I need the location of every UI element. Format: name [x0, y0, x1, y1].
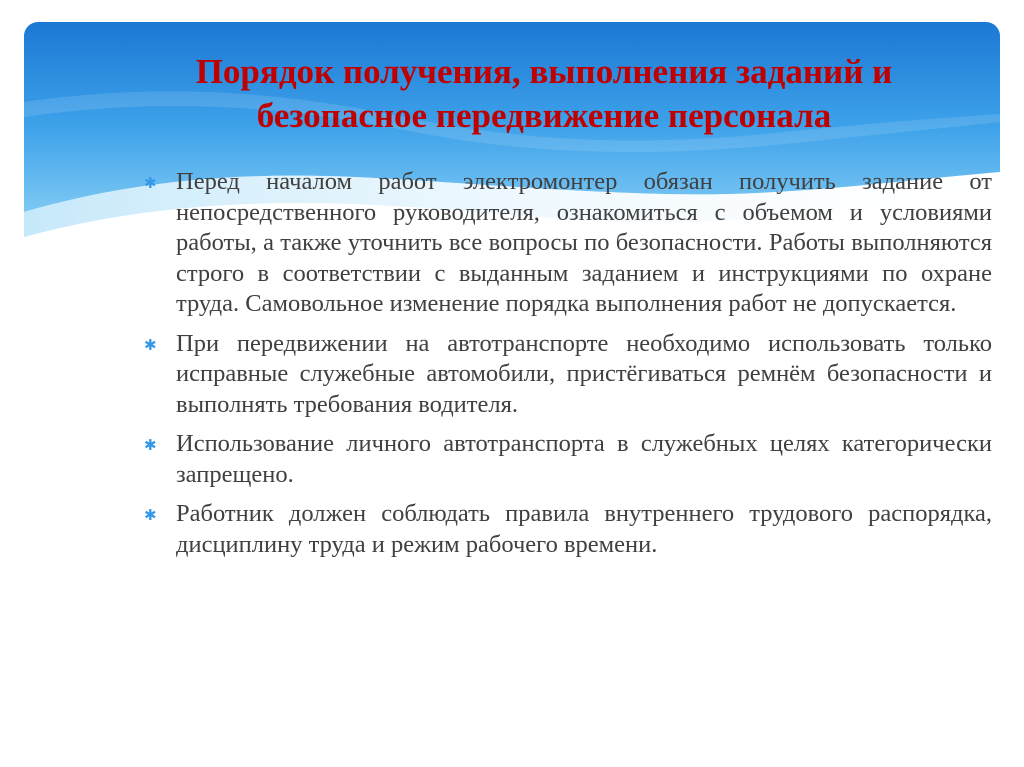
asterisk-icon: ✱	[144, 436, 157, 454]
slide-title	[154, 50, 934, 138]
bullet-text: Работник должен соблюдать правила внутреннего трудового распорядка, дисциплину труда и режим рабочего времени.	[176, 500, 992, 558]
bullet-text: Перед началом работ электромонтер обязан получить задание от непосредственного руководителя, ознакомиться с объемом и условиями работы, а также уточнить все вопросы по безопасности. Работы выполняются строго в соответствии с выданным заданием и инструкциями по охране труда. Самовольное изменение порядка выполнения работ не допускается.	[176, 168, 992, 317]
asterisk-icon: ✱	[144, 335, 157, 354]
bullet-item	[144, 329, 992, 421]
asterisk-icon: ✱	[144, 174, 157, 192]
bullet-list	[144, 167, 992, 569]
slide	[24, 22, 1000, 738]
bullet-text: При передвижении на автотранспорте необходимо использовать только исправные служебные автомобили, пристёгиваться ремнём безопасности и выполнять требования водителя.	[176, 329, 992, 418]
bullet-text: Использование личного автотранспорта в служебных целях категорически запрещено.	[176, 430, 992, 488]
bullet-item	[144, 167, 992, 320]
bullet-item	[144, 429, 992, 490]
asterisk-icon: ✱	[144, 506, 157, 524]
bullet-item	[144, 499, 992, 560]
title-line-1: Порядок получения, выполнения заданий и	[195, 52, 893, 91]
title-line-2: безопасное передвижение персонала	[256, 96, 832, 135]
